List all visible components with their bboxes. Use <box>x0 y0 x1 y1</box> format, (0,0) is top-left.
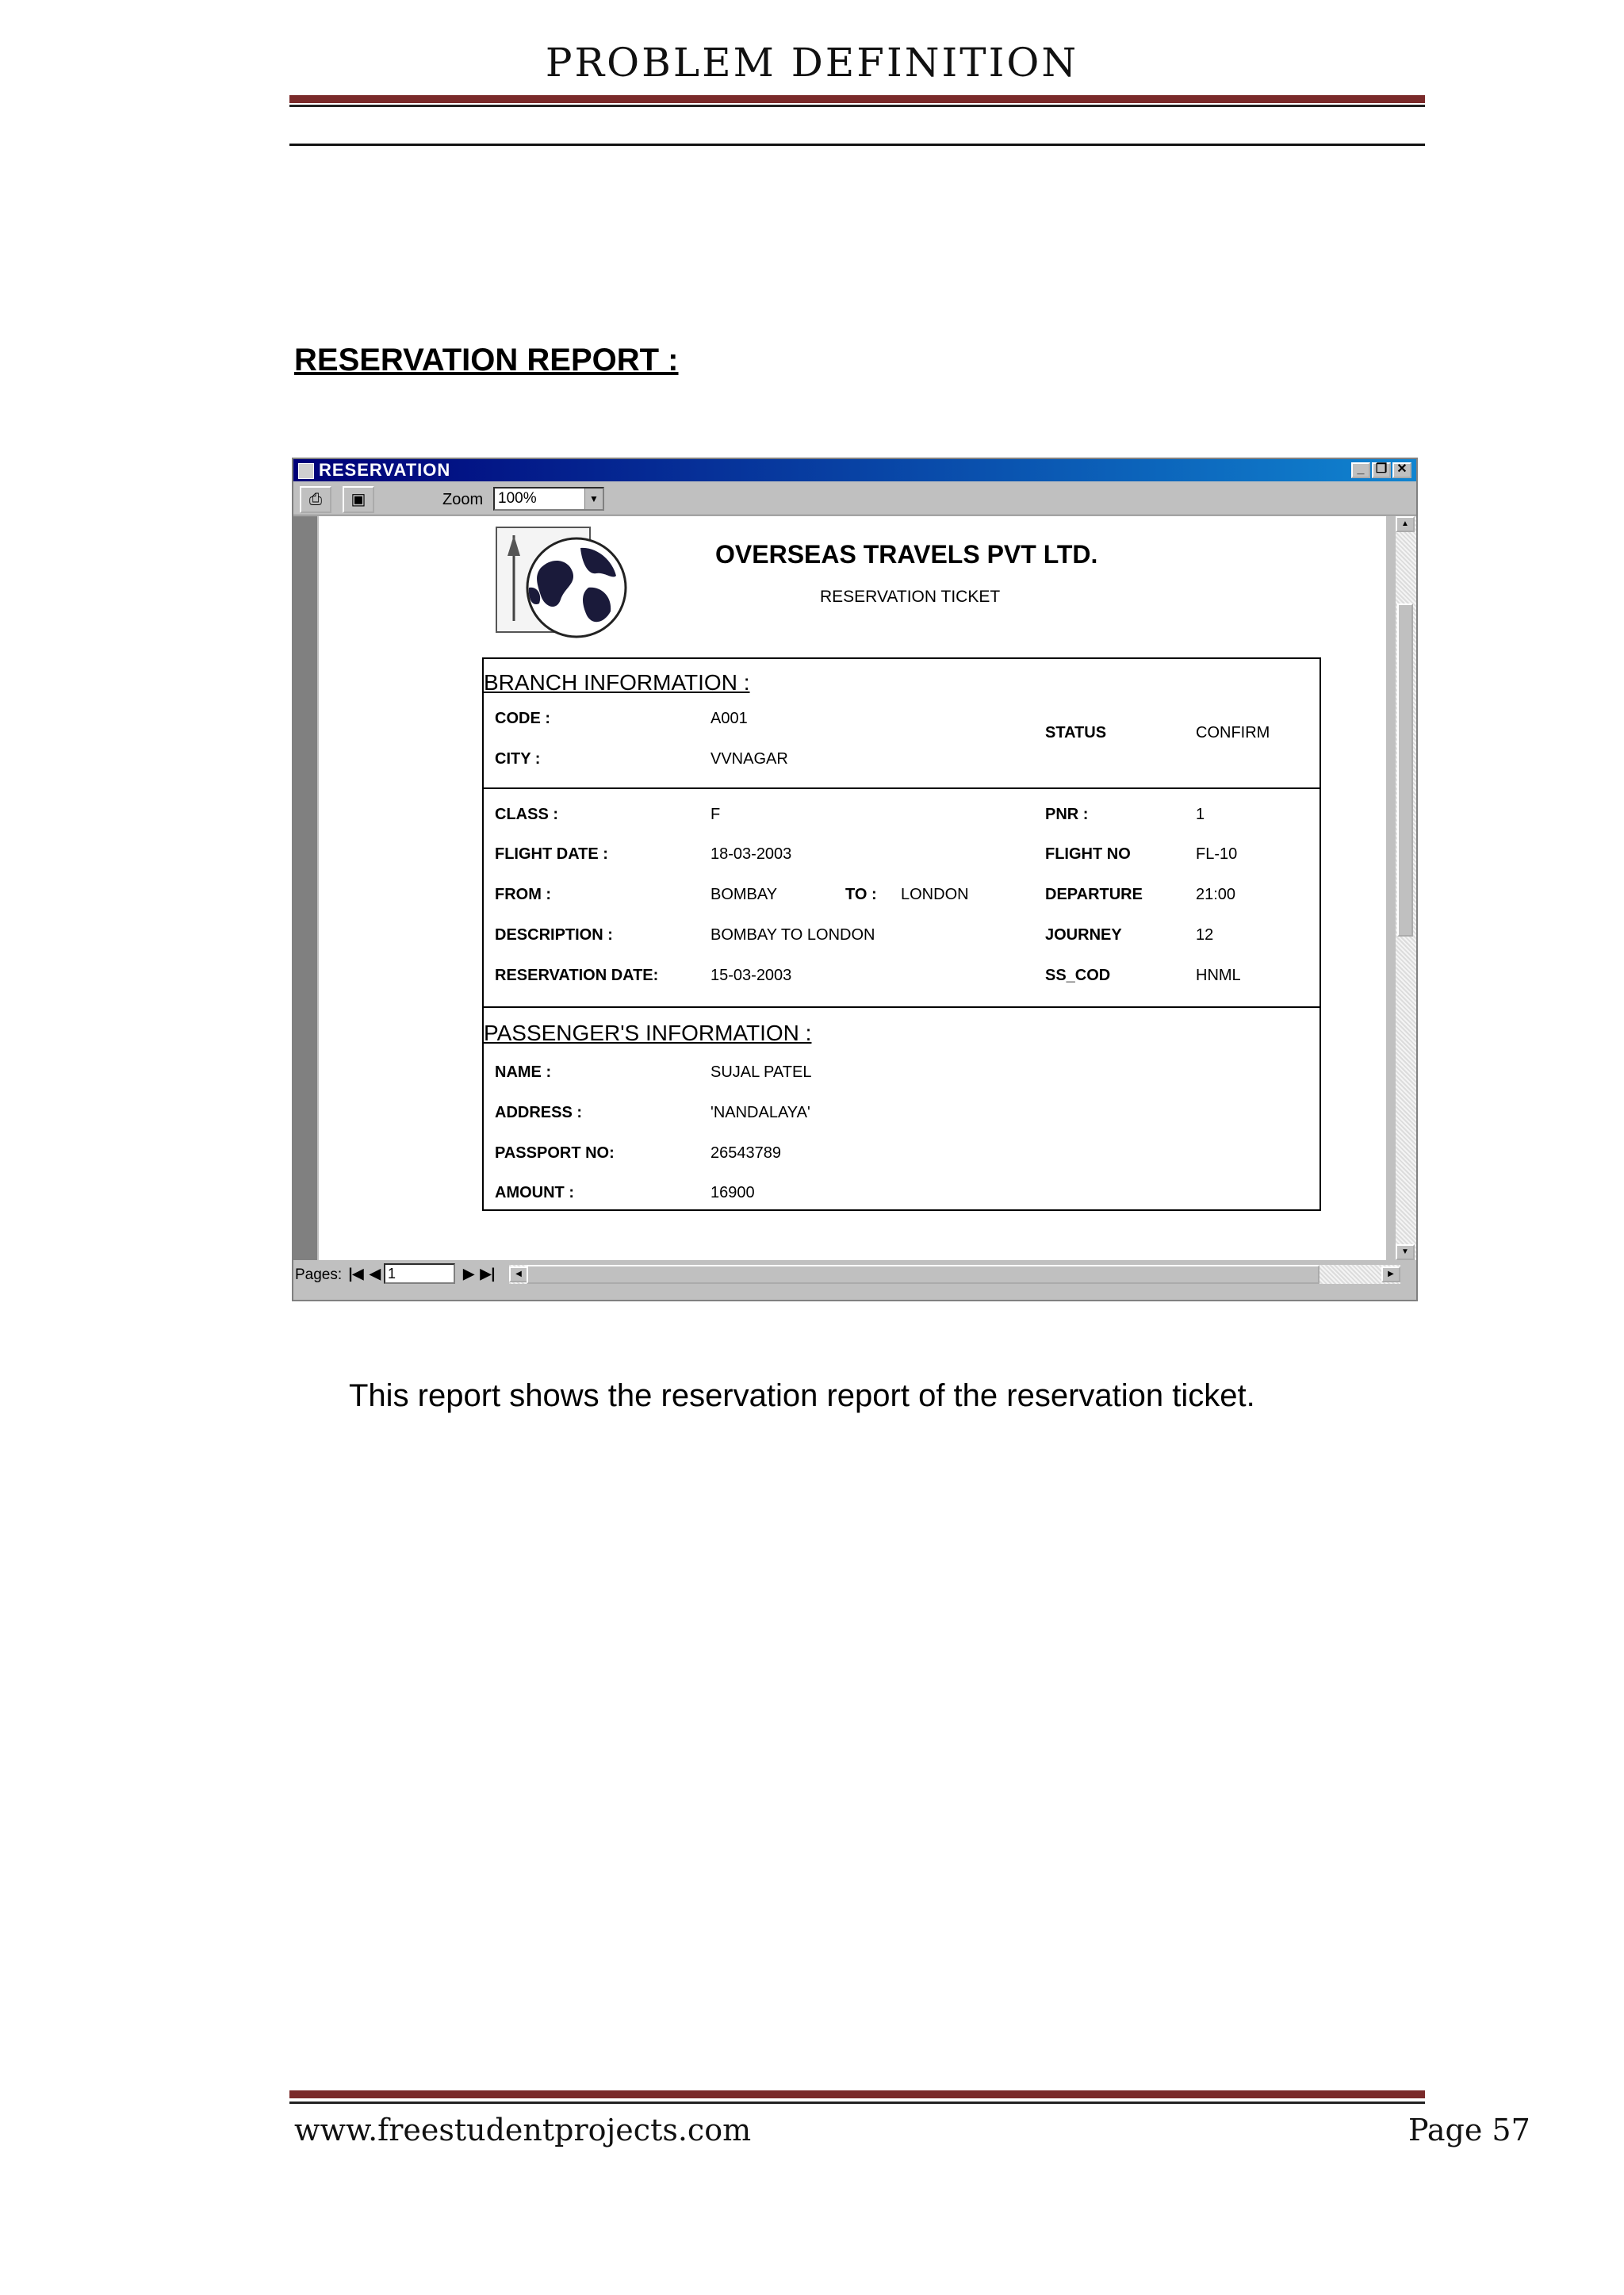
status-bar <box>293 1262 1416 1287</box>
last-page-icon[interactable]: ▶| <box>480 1266 496 1282</box>
horizontal-scroll-thumb[interactable] <box>527 1265 1320 1284</box>
pages-label: Pages: <box>295 1266 343 1283</box>
passport-value: 26543789 <box>710 1144 781 1162</box>
box-divider-1 <box>482 787 1321 789</box>
footer-url[interactable]: www.freestudentprojects.com <box>294 2113 752 2147</box>
from-label: FROM : <box>495 886 552 903</box>
vertical-scrollbar[interactable] <box>1396 516 1416 1260</box>
city-label: CITY : <box>495 750 541 768</box>
to-value: LONDON <box>901 886 969 903</box>
class-label: CLASS : <box>495 806 558 823</box>
title-bar[interactable] <box>293 459 1416 481</box>
toolbar <box>293 483 1416 515</box>
flight-no-value: FL-10 <box>1196 845 1238 863</box>
header-divider <box>289 144 1425 146</box>
passport-label: PASSPORT NO: <box>495 1144 615 1162</box>
pnr-value: 1 <box>1196 806 1205 823</box>
from-value: BOMBAY <box>710 886 778 903</box>
journey-label: JOURNEY <box>1045 926 1122 944</box>
scroll-down-icon[interactable]: ▼ <box>1396 1244 1415 1260</box>
report-preview <box>319 516 1386 1260</box>
code-value: A001 <box>710 710 748 727</box>
app-icon <box>298 463 314 479</box>
departure-label: DEPARTURE <box>1045 886 1143 903</box>
minimize-button[interactable]: _ <box>1351 462 1370 478</box>
ticket-title: RESERVATION TICKET <box>820 588 1001 606</box>
pnr-label: PNR : <box>1045 806 1089 823</box>
zoom-label: Zoom <box>442 491 484 508</box>
branch-heading: BRANCH INFORMATION : <box>484 670 750 695</box>
report-window <box>292 458 1418 1301</box>
next-page-icon[interactable]: ▶ <box>463 1266 474 1282</box>
restore-button[interactable]: ❐ <box>1372 462 1391 478</box>
page-number: Page 57 <box>1408 2113 1530 2147</box>
prev-page-icon[interactable]: ◀ <box>370 1266 381 1282</box>
code-label: CODE : <box>495 710 550 727</box>
window-title: RESERVATION <box>319 460 451 480</box>
box-divider-2 <box>482 1006 1321 1008</box>
to-label: TO : <box>845 886 877 903</box>
horizontal-scrollbar[interactable] <box>509 1265 1400 1284</box>
name-value: SUJAL PATEL <box>710 1063 812 1081</box>
status-value: CONFIRM <box>1196 724 1270 741</box>
flight-no-label: FLIGHT NO <box>1045 845 1131 863</box>
flight-date-value: 18-03-2003 <box>710 845 792 863</box>
address-label: ADDRESS : <box>495 1104 583 1121</box>
close-button[interactable]: ✕ <box>1392 462 1411 478</box>
description-value: BOMBAY TO LONDON <box>710 926 875 944</box>
description-label: DESCRIPTION : <box>495 926 613 944</box>
status-label: STATUS <box>1045 724 1107 741</box>
printer-icon: ⎙ <box>309 491 322 508</box>
city-value: VVNAGAR <box>710 750 788 768</box>
viewport-margin <box>293 516 317 1260</box>
departure-value: 21:00 <box>1196 886 1236 903</box>
scroll-right-icon[interactable]: ▶ <box>1381 1266 1400 1282</box>
ss-cod-value: HNML <box>1196 967 1241 984</box>
print-button[interactable] <box>300 486 331 513</box>
first-page-icon[interactable]: |◀ <box>348 1266 364 1282</box>
scroll-up-icon[interactable]: ▲ <box>1396 516 1415 532</box>
export-button[interactable] <box>343 486 374 513</box>
name-label: NAME : <box>495 1063 552 1081</box>
reservation-date-value: 15-03-2003 <box>710 967 792 984</box>
page-number-input[interactable]: 1 <box>384 1263 455 1284</box>
page-header: PROBLEM DEFINITION <box>545 40 1079 86</box>
reservation-date-label: RESERVATION DATE: <box>495 967 659 984</box>
vertical-scroll-thumb[interactable] <box>1397 603 1413 937</box>
chevron-down-icon[interactable]: ▼ <box>584 489 603 509</box>
address-value: 'NANDALAYA' <box>710 1104 810 1121</box>
ss-cod-label: SS_COD <box>1045 967 1111 984</box>
header-rule <box>289 95 1425 103</box>
export-icon: ▣ <box>350 491 366 508</box>
flight-date-label: FLIGHT DATE : <box>495 845 608 863</box>
scroll-left-icon[interactable]: ◀ <box>509 1266 528 1282</box>
company-name: OVERSEAS TRAVELS PVT LTD. <box>715 540 1098 569</box>
zoom-value: 100% <box>498 490 537 507</box>
amount-value: 16900 <box>710 1184 755 1201</box>
footer-rule <box>289 2090 1425 2098</box>
header-rule-thin <box>289 105 1425 107</box>
report-caption: This report shows the reservation report of the reservation ticket. <box>349 1378 1255 1413</box>
zoom-select[interactable] <box>493 487 604 511</box>
passenger-heading: PASSENGER'S INFORMATION : <box>484 1021 812 1045</box>
section-heading: RESERVATION REPORT : <box>294 343 679 377</box>
globe-logo-icon <box>493 524 628 642</box>
amount-label: AMOUNT : <box>495 1184 574 1201</box>
class-value: F <box>710 806 721 823</box>
footer-rule-thin <box>289 2102 1425 2104</box>
journey-value: 12 <box>1196 926 1214 944</box>
